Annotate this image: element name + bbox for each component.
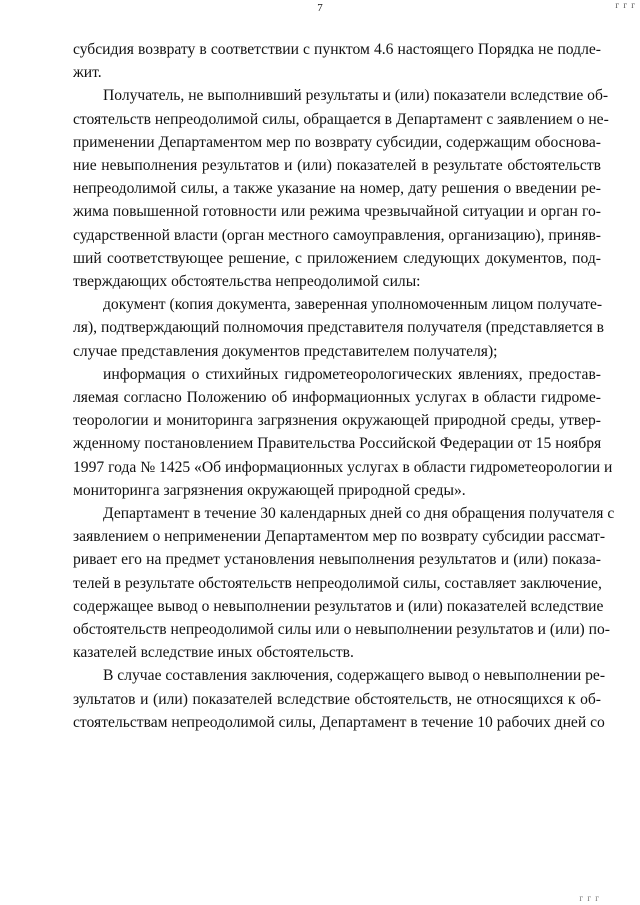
text-line: стоятельствам непреодолимой силы, Департамент в течение 10 рабочих дней со [73, 713, 605, 731]
text-line: Департамент в течение 30 календарных дней со дня обращения получателя с [103, 505, 615, 523]
text-line: В случае составления заключения, содержащего вывод о невыполнении ре- [103, 667, 606, 685]
text-line: информация о стихийных гидрометеорологических явлениях, предостав- [103, 365, 601, 383]
corner-mark-top: г г г [615, 0, 636, 10]
text-line: применении Департаментом мер по возврату субсидии, содержащим обоснова- [73, 133, 601, 151]
text-line: непреодолимой силы, а также указание на номер, дату решения о введении ре- [73, 180, 601, 198]
text-line: субсидия возврату в соответствии с пунктом 4.6 настоящего Порядка не подле- [73, 41, 601, 58]
text-line: жит. [73, 64, 102, 82]
text-line: документ (копия документа, заверенная уполномоченным лицом получате- [103, 296, 603, 314]
paragraph-force-majeure-appeal [73, 84, 609, 293]
text-line: мониторинга загрязнения окружающей природной среды». [73, 481, 466, 499]
text-line: теорологии и мониторинга загрязнения окружающей природной среды, утвер- [73, 412, 601, 430]
text-line: заявлением о неприменении Департаментом мер по возврату субсидии рассмат- [73, 528, 606, 546]
text-line: ние невыполнения результатов и (или) показателей в результате обстоятельств [73, 157, 601, 175]
text-line: ший соответствующее решение, с приложением следующих документов, под- [73, 249, 601, 267]
corner-mark-bottom: г г г [579, 893, 600, 903]
text-line: телей в результате обстоятельств непреодолимой силы, составляет заключение, [73, 574, 602, 592]
text-line: содержащее вывод о невыполнении результатов и (или) показателей вследствие [73, 597, 604, 615]
paragraph-document-copy [73, 293, 604, 363]
page-number: 7 [317, 2, 323, 14]
text-line: тверждающих обстоятельства непреодолимой силы: [73, 273, 421, 291]
text-line: обстоятельств непреодолимой силы или о невыполнении результатов и (или) по- [73, 621, 610, 639]
text-line: ривает его на предмет установления невыполнения результатов и (или) показа- [73, 551, 601, 569]
paragraph-hydrometeorology-info [73, 363, 613, 502]
paragraph-continuation [73, 38, 601, 84]
text-line: стоятельств непреодолимой силы, обращается в Департамент с заявлением о не- [73, 110, 609, 128]
paragraph-department-review [73, 502, 615, 664]
text-line: случае представления документов представителем получателя); [73, 342, 498, 360]
text-line: сударственной власти (орган местного самоуправления, организацию), приняв- [73, 226, 601, 244]
text-line: ляемая согласно Положению об информационных услугах в области гидроме- [73, 389, 601, 407]
text-line: казателей вследствие иных обстоятельств. [73, 644, 354, 662]
text-line: зультатов и (или) показателей вследствие обстоятельств, не относящихся к об- [73, 690, 601, 708]
text-line: жденному постановлением Правительства Российской Федерации от 15 ноября [73, 435, 602, 453]
text-line: жима повышенной готовности или режима чрезвычайной ситуации и орган го- [73, 203, 601, 221]
text-line: Получатель, не выполнивший результаты и (или) показатели вследствие об- [103, 87, 609, 105]
text-line: ля), подтверждающий полномочия представителя получателя (представляется в [73, 319, 604, 337]
paragraph-conclusion [73, 664, 606, 734]
document-body [73, 38, 615, 734]
text-line: 1997 года № 1425 «Об информационных услугах в области гидрометеорологии и [73, 458, 613, 476]
